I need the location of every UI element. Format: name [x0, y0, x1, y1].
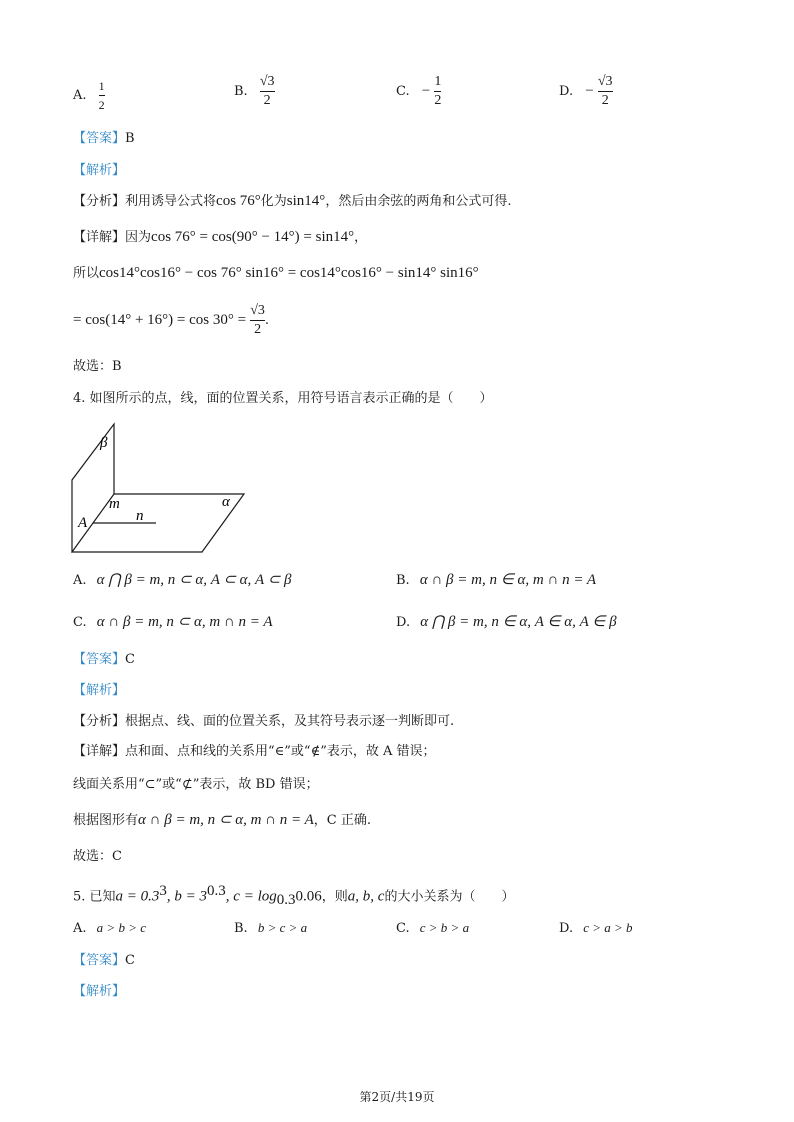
q3-line2: [73, 264, 479, 283]
q5-option-a: [73, 920, 146, 936]
text: ，C 正确.: [313, 813, 371, 828]
option-text: α ⋂ β = m, n ∈ α, A ∈ α, A ∈ β: [420, 614, 617, 630]
q5-option-c: [396, 920, 469, 936]
exponent: 3: [159, 883, 167, 899]
q4-option-a: [73, 570, 291, 589]
minus-sign: −: [421, 83, 431, 99]
q4-stem: [73, 390, 493, 408]
fraction: [99, 78, 105, 113]
log-base: 0.3: [276, 891, 296, 908]
option-text: α ∩ β = m, n ∈ α, m ∩ n = A: [419, 572, 597, 588]
analysis-tag: 【解析】: [73, 984, 126, 999]
fenxi-tag: 【分析】: [73, 194, 126, 209]
denominator: 2: [254, 322, 262, 337]
option-label: B.: [396, 573, 410, 588]
denominator: 2: [434, 93, 442, 108]
text: 根据点、线、面的位置关系，及其符号表示逐一判断即可.: [125, 714, 455, 729]
q5-stem: [73, 882, 514, 909]
label-beta: β: [100, 435, 108, 451]
answer-tag: 【答案】: [73, 652, 126, 667]
math: a, b, c: [347, 888, 385, 905]
detail-tag: 【详解】: [73, 744, 126, 759]
q4-choose: [73, 848, 122, 866]
text: ，: [354, 230, 368, 245]
option-label: D.: [396, 615, 411, 630]
q3-line3: [73, 300, 269, 341]
q4-option-c: [73, 612, 273, 631]
text: ，则: [321, 889, 348, 905]
text: .: [264, 313, 270, 328]
math: = cos(14° + 16°) = cos 30° =: [73, 312, 247, 328]
analysis-tag: 【解析】: [73, 683, 126, 698]
q5-analysis-tag: [73, 983, 125, 1001]
option-label: A.: [73, 921, 87, 936]
option-text: c > a > b: [583, 920, 633, 935]
denominator: 2: [601, 93, 609, 108]
choose-text: 故选：C: [73, 849, 122, 864]
q3-detail: [73, 228, 367, 247]
text: 的大小关系为（ ）: [384, 889, 515, 905]
numerator: 1: [98, 79, 105, 93]
q4-detail1: [73, 743, 436, 761]
q3-option-d: [559, 74, 613, 109]
option-text: α ⋂ β = m, n ⊂ α, A ⊂ α, A ⊂ β: [96, 572, 292, 588]
denominator: 2: [98, 98, 105, 112]
q4-analysis-tag: [73, 682, 125, 700]
question-stem: 4. 如图所示的点，线，面的位置关系，用符号语言表示正确的是（ ）: [73, 391, 493, 406]
option-text: a > b > c: [96, 920, 146, 935]
option-text: α ∩ β = m, n ⊂ α, m ∩ n = A: [96, 614, 273, 630]
text: 根据图形有: [73, 813, 139, 828]
q3-fenxi: [73, 192, 511, 211]
detail-tag: 【详解】: [73, 230, 126, 245]
q4-option-b: [396, 570, 596, 589]
q4-answer: [73, 651, 135, 669]
q4-fenxi: [73, 713, 454, 731]
answer-value: C: [125, 652, 135, 667]
option-text: c > b > a: [419, 920, 470, 935]
numerator: √3: [597, 74, 613, 89]
math: 0.06: [295, 888, 322, 905]
option-label: B.: [234, 84, 248, 99]
q4-detail2: [73, 776, 319, 794]
text: 5. 已知: [73, 889, 116, 905]
q3-answer: [73, 130, 135, 148]
fraction: [434, 74, 441, 109]
q3-option-a: [73, 78, 105, 113]
math: cos 76°: [216, 193, 261, 209]
text: 点和面、点和线的关系用“∈”或“∉”表示，故 A 错误；: [125, 744, 436, 759]
choose-text: 故选：B: [73, 359, 122, 374]
q4-detail3: [73, 811, 371, 830]
exponent: 0.3: [207, 883, 226, 899]
option-label: C.: [73, 615, 87, 630]
numerator: √3: [250, 303, 265, 318]
q3-choose: [73, 358, 122, 376]
option-label: A.: [73, 573, 87, 588]
option-label: B.: [234, 921, 248, 936]
analysis-tag: 【解析】: [73, 163, 126, 178]
plane-figure: [68, 420, 258, 560]
fraction: [598, 74, 613, 109]
label-alpha: α: [222, 494, 230, 510]
q3-option-b: [234, 74, 275, 109]
math: α ∩ β = m, n ⊂ α, m ∩ n = A: [138, 812, 314, 828]
option-label: A.: [73, 88, 87, 103]
q4-option-d: [396, 612, 617, 631]
beta-plane-edge: [72, 424, 114, 552]
q3-analysis-tag: [73, 162, 125, 180]
q3-option-c: [396, 74, 441, 109]
text: ，然后由余弦的两角和公式可得.: [325, 194, 512, 209]
math: cos 76° = cos(90° − 14°) = sin14°: [151, 229, 355, 245]
label-n: n: [136, 508, 144, 524]
option-label: D.: [559, 921, 574, 936]
text: 线面关系用“⊂”或“⊄”表示，故 BD 错误；: [73, 777, 319, 792]
option-label: D.: [559, 84, 574, 99]
numerator: √3: [259, 74, 275, 89]
q5-answer: [73, 952, 135, 970]
answer-tag: 【答案】: [73, 953, 126, 968]
label-A: A: [78, 515, 88, 531]
math: , c = log: [225, 888, 277, 905]
numerator: 1: [434, 74, 442, 89]
math: cos14°cos16° − cos 76° sin16° = cos14°cos16° − sin14° sin16°: [99, 265, 479, 281]
option-text: b > c > a: [257, 920, 308, 935]
answer-tag: 【答案】: [73, 131, 126, 146]
text: 因为: [125, 230, 152, 245]
q5-option-b: [234, 920, 307, 936]
fenxi-tag: 【分析】: [73, 714, 126, 729]
text: 化为: [260, 194, 287, 209]
fraction: [250, 303, 265, 338]
option-label: C.: [396, 921, 410, 936]
answer-value: C: [125, 953, 135, 968]
text: 所以: [73, 266, 100, 281]
label-m: m: [109, 496, 120, 512]
text: 利用诱导公式将: [125, 194, 217, 209]
denominator: 2: [263, 93, 271, 108]
math: a = 0.3: [115, 888, 160, 905]
fraction: [260, 74, 275, 109]
page-footer: 第2页/共19页: [359, 1090, 435, 1104]
math: , b = 3: [166, 888, 208, 905]
minus-sign: −: [585, 83, 594, 99]
math: sin14°: [286, 193, 326, 209]
q5-option-d: [559, 920, 633, 936]
answer-value: B: [125, 131, 135, 146]
option-label: C.: [396, 84, 410, 99]
